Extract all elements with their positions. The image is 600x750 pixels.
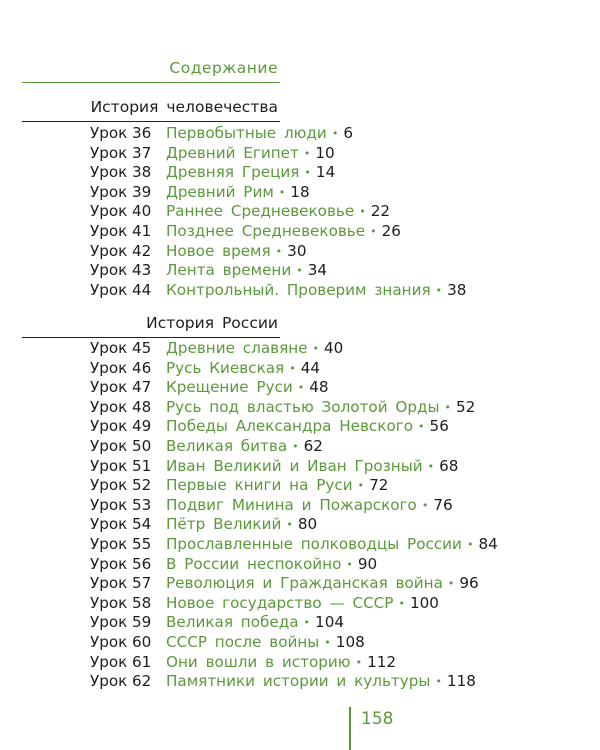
bullet-icon: • xyxy=(421,498,429,512)
lesson-row xyxy=(90,124,466,144)
lesson-row xyxy=(90,613,498,633)
lesson-page: 18 xyxy=(290,182,310,201)
lesson-number: 44 xyxy=(132,280,152,299)
lesson-number: 49 xyxy=(132,417,152,436)
lesson-number: 56 xyxy=(132,554,152,573)
lesson-row xyxy=(90,202,466,222)
lesson-row xyxy=(90,633,498,653)
bullet-icon: • xyxy=(466,537,474,551)
lesson-page: 80 xyxy=(297,515,318,534)
bullet-icon: • xyxy=(418,420,425,434)
bullet-icon: • xyxy=(324,635,331,649)
lesson-page: 38 xyxy=(447,280,467,299)
lesson-label: Урок xyxy=(90,613,128,632)
lesson-page: 62 xyxy=(303,436,323,455)
bullet-icon: • xyxy=(357,479,365,493)
lesson-row xyxy=(90,163,466,183)
lesson-title: Первобытные люди xyxy=(166,124,327,142)
section-title-world-history: История человечества xyxy=(90,98,278,116)
bullet-icon: • xyxy=(398,596,405,610)
lesson-title: Русь Киевская xyxy=(166,358,285,377)
lesson-number: 59 xyxy=(132,613,152,632)
lesson-title: Крещение Руси xyxy=(166,378,293,397)
lesson-page: 84 xyxy=(478,534,498,553)
lesson-row xyxy=(90,261,466,281)
lesson-row xyxy=(90,144,466,164)
lesson-row xyxy=(90,555,498,575)
lesson-title: Памятники истории и культуры xyxy=(166,672,431,691)
lesson-page: 34 xyxy=(307,261,328,280)
lesson-number: 36 xyxy=(132,124,152,142)
lesson-page: 76 xyxy=(433,495,453,514)
lesson-number: 58 xyxy=(132,593,152,612)
bullet-icon: • xyxy=(447,577,455,591)
lesson-title: Иван Великий и Иван Грозный xyxy=(166,456,423,475)
bullet-icon: • xyxy=(435,675,442,689)
lesson-page: 72 xyxy=(369,476,389,495)
bullet-icon: • xyxy=(346,557,353,571)
lesson-number: 40 xyxy=(132,202,152,221)
lesson-page: 112 xyxy=(367,652,397,671)
lesson-number: 37 xyxy=(132,143,152,162)
section-title-russian-history: История России xyxy=(146,314,278,332)
lesson-number: 52 xyxy=(132,476,152,495)
lesson-number: 54 xyxy=(132,515,152,534)
lesson-label: Урок xyxy=(90,672,128,691)
lesson-row xyxy=(90,515,498,535)
lesson-row xyxy=(90,476,498,496)
lesson-list-russian-history xyxy=(90,339,498,692)
lesson-number: 47 xyxy=(132,378,152,397)
lesson-number: 53 xyxy=(132,495,152,514)
lesson-list-world-history xyxy=(90,124,466,300)
lesson-row xyxy=(90,339,498,359)
lesson-title: Позднее Средневековье xyxy=(166,221,366,240)
lesson-number: 60 xyxy=(132,632,152,651)
lesson-title: Первые книги на Руси xyxy=(166,476,353,495)
lesson-page: 52 xyxy=(456,397,476,416)
lesson-row xyxy=(90,457,498,477)
bullet-icon: • xyxy=(297,381,305,395)
lesson-page: 96 xyxy=(459,574,479,593)
lesson-row xyxy=(90,496,498,516)
lesson-row xyxy=(90,281,466,301)
lesson-page: 90 xyxy=(357,554,378,573)
lesson-row xyxy=(90,574,498,594)
lesson-title: Новое государство — СССР xyxy=(166,593,394,612)
lesson-label: Урок xyxy=(90,143,128,162)
section-divider xyxy=(22,121,280,122)
lesson-page: 30 xyxy=(287,241,307,260)
lesson-title: Древний Рим xyxy=(166,182,274,201)
lesson-number: 42 xyxy=(132,241,152,260)
lesson-title: Пётр Великий xyxy=(166,515,282,534)
lesson-page: 118 xyxy=(446,672,476,691)
lesson-number: 45 xyxy=(132,339,152,357)
lesson-page: 14 xyxy=(315,163,336,182)
lesson-number: 39 xyxy=(132,182,152,201)
lesson-row xyxy=(90,378,498,398)
lesson-title: Великая победа xyxy=(166,613,299,632)
lesson-label: Урок xyxy=(90,182,128,201)
lesson-row xyxy=(90,417,498,437)
lesson-title: Контрольный. Проверим знания xyxy=(166,280,431,299)
lesson-label: Урок xyxy=(90,163,128,182)
lesson-row xyxy=(90,359,498,379)
lesson-number: 51 xyxy=(132,456,152,475)
lesson-label: Урок xyxy=(90,124,128,142)
lesson-number: 41 xyxy=(132,221,152,240)
bullet-icon: • xyxy=(286,518,293,532)
lesson-title: Древний Египет xyxy=(166,143,299,162)
bullet-icon: • xyxy=(289,361,296,375)
lesson-page: 100 xyxy=(409,593,439,612)
lesson-label: Урок xyxy=(90,652,128,671)
lesson-number: 55 xyxy=(132,534,152,553)
lesson-page: 10 xyxy=(315,143,335,162)
lesson-number: 57 xyxy=(132,574,152,593)
lesson-number: 61 xyxy=(132,652,152,671)
lesson-page: 6 xyxy=(343,124,353,142)
bullet-icon: • xyxy=(312,342,319,355)
page-number: 158 xyxy=(361,709,394,729)
lesson-page: 44 xyxy=(300,358,321,377)
lesson-row xyxy=(90,222,466,242)
lesson-title: Новое время xyxy=(166,241,271,260)
bullet-icon: • xyxy=(435,283,443,297)
lesson-title: Революция и Гражданская война xyxy=(166,574,443,593)
lesson-label: Урок xyxy=(90,241,128,260)
bullet-icon: • xyxy=(359,205,366,219)
lesson-page: 26 xyxy=(381,221,401,240)
lesson-label: Урок xyxy=(90,476,128,495)
lesson-label: Урок xyxy=(90,495,128,514)
contents-title: Содержание xyxy=(169,59,278,77)
bullet-icon: • xyxy=(370,224,377,238)
lesson-label: Урок xyxy=(90,574,128,593)
lesson-page: 48 xyxy=(309,378,329,397)
lesson-title: Победы Александра Невского xyxy=(166,417,414,436)
bullet-icon: • xyxy=(355,655,363,669)
lesson-label: Урок xyxy=(90,456,128,475)
lesson-label: Урок xyxy=(90,417,128,436)
lesson-title: Лента времени xyxy=(166,261,292,280)
lesson-row xyxy=(90,437,498,457)
lesson-title: Древняя Греция xyxy=(166,163,300,182)
lesson-label: Урок xyxy=(90,358,128,377)
lesson-number: 46 xyxy=(132,358,152,377)
lesson-row xyxy=(90,242,466,262)
lesson-row xyxy=(90,535,498,555)
bullet-icon: • xyxy=(275,244,283,258)
lesson-label: Урок xyxy=(90,339,128,357)
lesson-label: Урок xyxy=(90,515,128,534)
lesson-title: Великая битва xyxy=(166,436,288,455)
lesson-row xyxy=(90,594,498,614)
bullet-icon: • xyxy=(303,616,311,630)
lesson-title: Они вошли в историю xyxy=(166,652,351,671)
lesson-page: 68 xyxy=(439,456,459,475)
lesson-row xyxy=(90,183,466,203)
section-divider xyxy=(22,337,280,338)
lesson-page: 104 xyxy=(315,613,345,632)
lesson-row xyxy=(90,398,498,418)
lesson-title: В России неспокойно xyxy=(166,554,342,573)
lesson-title: СССР после войны xyxy=(166,632,320,651)
lesson-label: Урок xyxy=(90,397,128,416)
bullet-icon: • xyxy=(292,439,299,453)
lesson-label: Урок xyxy=(90,378,128,397)
lesson-label: Урок xyxy=(90,436,128,455)
lesson-number: 50 xyxy=(132,436,152,455)
lesson-number: 43 xyxy=(132,261,152,280)
bullet-icon: • xyxy=(303,146,311,160)
bullet-icon: • xyxy=(296,264,303,278)
lesson-row xyxy=(90,653,498,673)
bullet-icon: • xyxy=(278,185,286,199)
lesson-label: Урок xyxy=(90,280,128,299)
lesson-title: Русь под властью Золотой Орды xyxy=(166,397,440,416)
lesson-label: Урок xyxy=(90,534,128,553)
bullet-icon: • xyxy=(444,400,452,414)
lesson-title: Раннее Средневековье xyxy=(166,202,355,221)
lesson-page: 108 xyxy=(335,632,365,651)
lesson-label: Урок xyxy=(90,554,128,573)
page-number-bar xyxy=(349,707,351,750)
title-underline xyxy=(22,82,280,83)
lesson-number: 48 xyxy=(132,397,152,416)
lesson-title: Прославленные полководцы России xyxy=(166,534,462,553)
lesson-label: Урок xyxy=(90,593,128,612)
lesson-label: Урок xyxy=(90,202,128,221)
lesson-page: 40 xyxy=(324,339,344,357)
lesson-page: 56 xyxy=(429,417,449,436)
lesson-label: Урок xyxy=(90,261,128,280)
lesson-number: 62 xyxy=(132,672,152,691)
lesson-number: 38 xyxy=(132,163,152,182)
lesson-row xyxy=(90,672,498,692)
lesson-title: Древние славяне xyxy=(166,339,308,357)
lesson-page: 22 xyxy=(370,202,391,221)
lesson-label: Урок xyxy=(90,221,128,240)
bullet-icon: • xyxy=(304,166,311,180)
bullet-icon: • xyxy=(427,459,435,473)
lesson-title: Подвиг Минина и Пожарского xyxy=(166,495,417,514)
lesson-label: Урок xyxy=(90,632,128,651)
bullet-icon: • xyxy=(331,127,339,140)
